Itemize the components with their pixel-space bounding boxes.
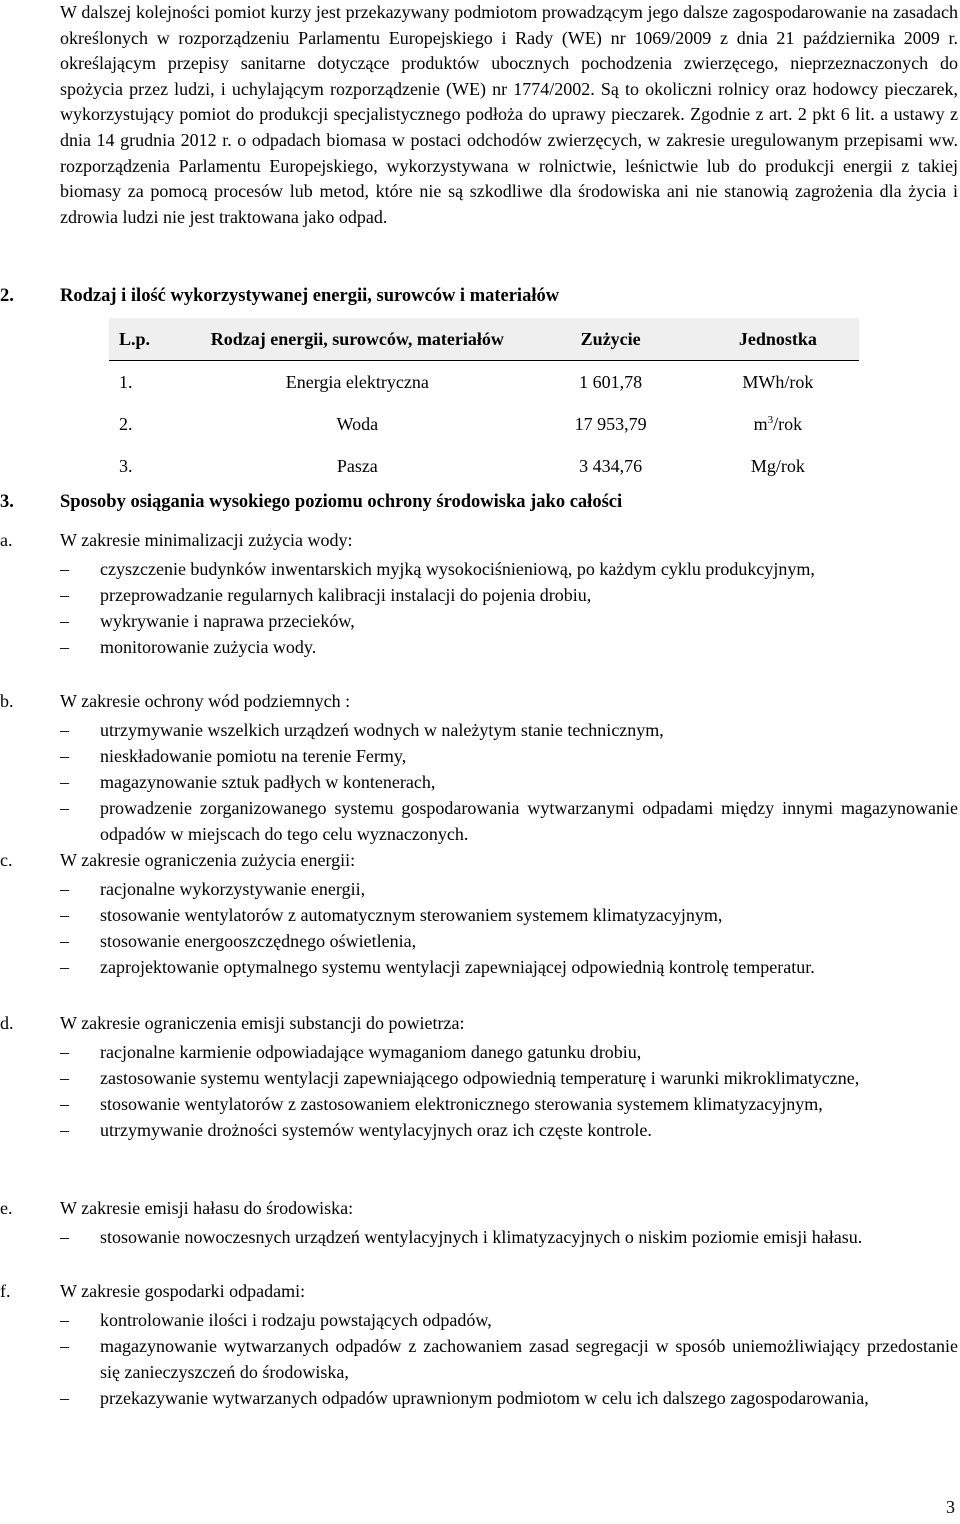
dash-bullet: –: [60, 905, 69, 925]
header-usage: Zużycie: [525, 318, 697, 361]
dash-bullet: –: [60, 957, 69, 977]
subsection-letter: e.: [0, 1198, 13, 1218]
subsection-letter: c.: [0, 850, 13, 870]
subsection-letter: f.: [0, 1281, 11, 1301]
list-item-text: magazynowanie sztuk padłych w kontenerach,: [100, 772, 436, 792]
list-item-text: czyszczenie budynków inwentarskich myjką wysokociśnieniową, po każdym cyklu produkcyjnym,: [100, 559, 815, 579]
row-name: Woda: [336, 413, 379, 434]
row-name: Energia elektryczna: [285, 371, 429, 392]
dash-bullet: –: [60, 931, 69, 951]
page-number: 3: [946, 1497, 955, 1517]
subsection-list: [60, 556, 958, 660]
subsection-letter: b.: [0, 691, 14, 711]
list-item: [60, 795, 958, 847]
unit-superscript: 3: [767, 413, 774, 426]
dash-bullet: –: [60, 746, 69, 766]
unit-tail: /rok: [773, 413, 803, 434]
row-lp: 3.: [119, 455, 133, 476]
list-item-text: stosowanie energooszczędnego oświetlenia,: [100, 931, 417, 951]
list-item: [60, 556, 958, 582]
row-unit: MWh/rok: [742, 371, 814, 392]
dash-bullet: –: [60, 879, 69, 899]
list-item: [60, 1385, 958, 1411]
subsection-list: [60, 1224, 958, 1250]
dash-bullet: –: [60, 1042, 69, 1062]
section-2-title: Rodzaj i ilość wykorzystywanej energii, surowców i materiałów: [60, 286, 560, 306]
list-item-text: prowadzenie zorganizowanego systemu gospodarowania wytwarzanymi odpadami między innymi magazynowanie odpadów w miejscach do tego celu wyznaczonych.: [100, 798, 958, 844]
subsection-title: W zakresie ograniczenia emisji substancji do powietrza:: [60, 1013, 465, 1033]
table-row: [109, 445, 859, 487]
list-item-text: zaprojektowanie optymalnego systemu wentylacji zapewniającej odpowiednią kontrolę temperatur.: [100, 957, 815, 977]
list-item: [60, 902, 958, 928]
row-unit: Mg/rok: [750, 455, 805, 476]
dash-bullet: –: [60, 611, 69, 631]
subsection-letter: d.: [0, 1013, 14, 1033]
subsection-list: [60, 1307, 958, 1411]
intro-paragraph: W dalszej kolejności pomiot kurzy jest przekazywany podmiotom prowadzącym jego dalsze zagospodarowanie na zasadach określonych w rozporządzeniu Parlamentu Europejskiego i Rady (WE) nr 1069/2009 z dnia 21 października 2009 r. określającym przepisy sanitarne dotyczące produktów ubocznych pochodzenia zwierzęcego, nieprzeznaczonych do spożycia przez ludzi, i uchylającym rozporządzenie (WE) nr 1774/2002. Są to okoliczni rolnicy oraz hodowcy pieczarek, wykorzystujący pomiot do produkcji specjalistycznego podłoża do uprawy pieczarek. Zgodnie z art. 2 pkt 6 lit. a ustawy z dnia 14 grudnia 2012 r. o odpadach biomasa w postaci odchodów zwierzęcych, w zakresie uregulowanym przepisami ww. rozporządzenia Parlamentu Europejskiego, wykorzystywana w rolnictwie, leśnictwie lub do produkcji energii z takiej biomasy za pomocą procesów lub metod, które nie są szkodliwe dla środowiska ani nie stanowią zagrożenia dla życia i zdrowia ludzi nie jest traktowana jako odpad.: [60, 2, 958, 227]
subsection-letter: a.: [0, 530, 13, 550]
list-item: [60, 582, 958, 608]
list-item: [60, 769, 958, 795]
dash-bullet: –: [60, 559, 69, 579]
list-item-text: wykrywanie i naprawa przecieków,: [100, 611, 355, 631]
dash-bullet: –: [60, 1227, 69, 1247]
dash-bullet: –: [60, 1336, 69, 1356]
dash-bullet: –: [60, 585, 69, 605]
row-usage: 3 434,76: [579, 455, 643, 476]
list-item: [60, 954, 958, 980]
list-item-text: stosowanie nowoczesnych urządzeń wentylacyjnych i klimatyzacyjnych o niskim poziomie emisji hałasu.: [100, 1227, 863, 1247]
dash-bullet: –: [60, 772, 69, 792]
subsection-list: [60, 1039, 958, 1143]
list-item-text: nieskładowanie pomiotu na terenie Fermy,: [100, 746, 407, 766]
subsection-list: [60, 717, 958, 847]
row-usage: 17 953,79: [574, 413, 647, 434]
list-item: [60, 1307, 958, 1333]
list-item: [60, 928, 958, 954]
row-name: Pasza: [336, 455, 378, 476]
subsection-title: W zakresie ochrony wód podziemnych :: [60, 691, 351, 711]
list-item-text: stosowanie wentylatorów z zastosowaniem elektronicznego sterowania systemem klimatyzacyjnym,: [100, 1094, 823, 1114]
unit-base: m: [753, 413, 768, 434]
row-usage: 1 601,78: [579, 371, 643, 392]
list-item-text: magazynowanie wytwarzanych odpadów z zachowaniem zasad segregacji w sposób uniemożliwiający przedostanie się zanieczyszczeń do środowiska,: [100, 1336, 958, 1382]
section-2-heading: [0, 286, 560, 307]
subsection-title: W zakresie emisji hałasu do środowiska:: [60, 1198, 354, 1218]
resources-table: [109, 318, 859, 487]
list-item-text: stosowanie wentylatorów z automatycznym sterowaniem systemem klimatyzacyjnym,: [100, 905, 723, 925]
row-lp: 1.: [119, 371, 133, 392]
dash-bullet: –: [60, 1388, 69, 1408]
list-item: [60, 1065, 958, 1091]
list-item: [60, 634, 958, 660]
subsection-list: [60, 876, 958, 980]
subsection-title: W zakresie gospodarki odpadami:: [60, 1281, 306, 1301]
list-item: [60, 1039, 958, 1065]
list-item: [60, 1224, 958, 1250]
list-item-text: racjonalne karmienie odpowiadające wymaganiom danego gatunku drobiu,: [100, 1042, 642, 1062]
list-item: [60, 717, 958, 743]
header-lp: L.p.: [109, 318, 190, 361]
dash-bullet: –: [60, 1310, 69, 1330]
list-item-text: racjonalne wykorzystywanie energii,: [100, 879, 366, 899]
list-item-text: utrzymywanie drożności systemów wentylacyjnych oraz ich częste kontrole.: [100, 1120, 652, 1140]
section-3-number: 3.: [0, 492, 14, 512]
dash-bullet: –: [60, 720, 69, 740]
subsection-title: W zakresie minimalizacji zużycia wody:: [60, 530, 353, 550]
list-item-text: zastosowanie systemu wentylacji zapewniającego odpowiednią temperaturę i warunki mikroklimatyczne,: [100, 1068, 860, 1088]
table-row: [109, 403, 859, 445]
section-3-title: Sposoby osiągania wysokiego poziomu ochrony środowiska jako całości: [60, 492, 623, 512]
dash-bullet: –: [60, 1094, 69, 1114]
list-item-text: monitorowanie zużycia wody.: [100, 637, 317, 657]
section-3-heading: [0, 492, 623, 513]
list-item: [60, 743, 958, 769]
list-item: [60, 1091, 958, 1117]
row-unit: [697, 403, 859, 445]
list-item-text: kontrolowanie ilości i rodzaju powstających odpadów,: [100, 1310, 492, 1330]
list-item-text: utrzymywanie wszelkich urządzeń wodnych w należytym stanie technicznym,: [100, 720, 664, 740]
dash-bullet: –: [60, 637, 69, 657]
list-item: [60, 1333, 958, 1385]
list-item: [60, 1117, 958, 1143]
dash-bullet: –: [60, 798, 69, 818]
dash-bullet: –: [60, 1068, 69, 1088]
header-unit: Jednostka: [697, 318, 859, 361]
table-header-row: [109, 318, 859, 361]
header-type: Rodzaj energii, surowców, materiałów: [190, 318, 524, 361]
table-row: [109, 361, 859, 404]
section-2-number: 2.: [0, 286, 14, 306]
row-lp: 2.: [119, 413, 133, 434]
dash-bullet: –: [60, 1120, 69, 1140]
list-item-text: przeprowadzanie regularnych kalibracji instalacji do pojenia drobiu,: [100, 585, 592, 605]
list-item: [60, 876, 958, 902]
list-item: [60, 608, 958, 634]
subsection-title: W zakresie ograniczenia zużycia energii:: [60, 850, 356, 870]
list-item-text: przekazywanie wytwarzanych odpadów uprawnionym podmiotom w celu ich dalszego zagospodarowania,: [100, 1388, 869, 1408]
